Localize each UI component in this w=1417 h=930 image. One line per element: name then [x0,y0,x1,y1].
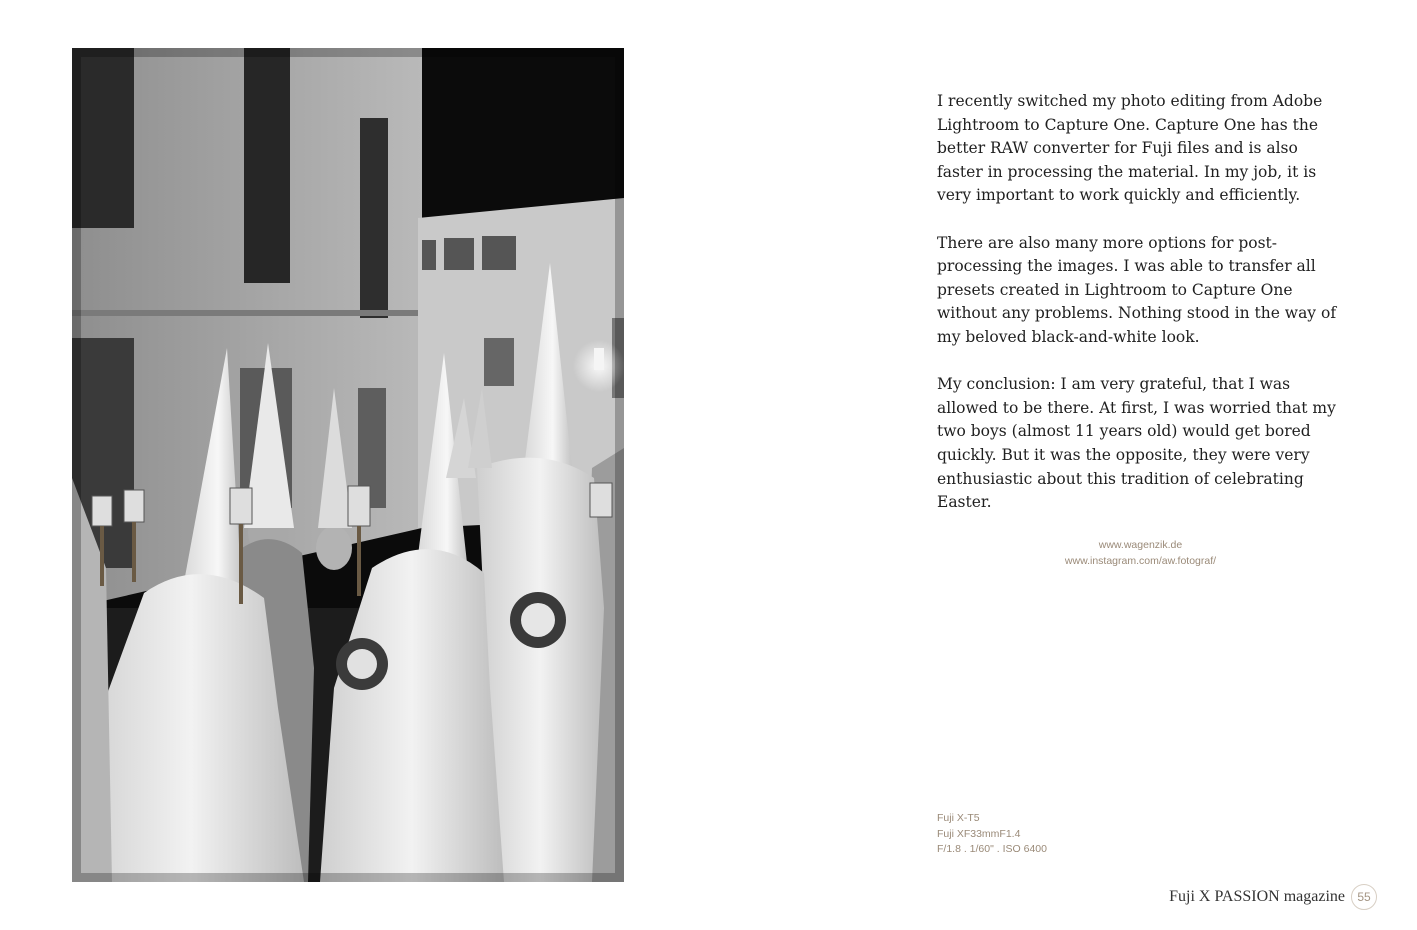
article-body [937,90,1347,538]
camera-body: Fuji X-T5 [937,812,980,824]
procession-photo-icon [72,48,624,882]
article-paragraph: I recently switched my photo editing from Adobe Lightroom to Capture One. Capture One has the better RAW converter for Fuji files and is also faster in processing the material. In my job, it is very important to work quickly and efficiently. [937,92,1323,205]
article-paragraph: There are also many more options for post-processing the images. I was able to transfer all presets created in Lightroom to Capture One without any problems. Nothing stood in the way of my beloved black-and-white look. [937,233,1337,346]
page-footer [1169,884,1377,910]
website-link[interactable]: www.wagenzik.de [1098,539,1183,551]
camera-info [937,811,1047,858]
author-links [937,538,1344,569]
camera-lens: Fuji XF33mmF1.4 [937,827,1021,840]
instagram-link[interactable]: www.instagram.com/aw.fotograf/ [1064,554,1217,567]
magazine-title: Fuji X PASSION magazine [1169,888,1345,905]
page-number: 55 [1351,884,1377,910]
camera-settings: F/1.8 . 1/60" . ISO 6400 [937,843,1047,855]
article-paragraph: My conclusion: I am very grateful, that I was allowed to be there. At first, I was worried that my two boys (almost 11 years old) would get bored quickly. But it was the opposite, they were very enthusiastic about this tradition of celebrating Easter. [937,375,1336,512]
procession-photo [72,48,624,882]
